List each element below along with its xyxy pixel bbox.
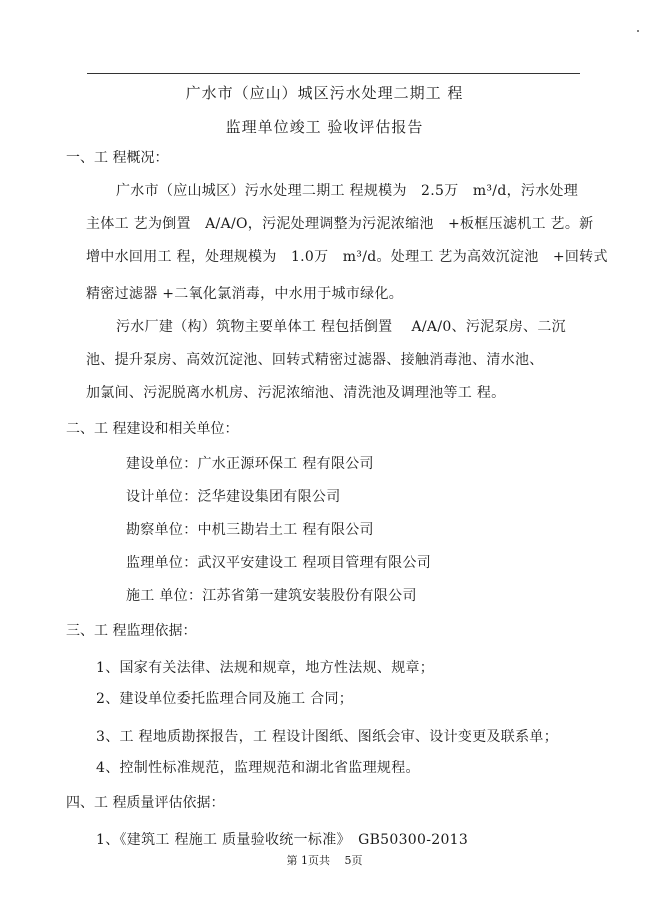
section-heading-units: 二、工 程建设和相关单位： bbox=[66, 421, 239, 437]
overview-line: 主体工 艺为倒置 A/A/O，污泥处理调整为污泥浓缩池 +板框压滤机工 艺。新 bbox=[86, 216, 594, 232]
basis-item: 3、工 程地质勘探报告，工 程设计图纸、图纸会审、设计变更及联系单； bbox=[96, 729, 559, 745]
section-heading-quality: 四、工 程质量评估依据： bbox=[66, 795, 225, 811]
corner-mark bbox=[637, 30, 639, 32]
unit-line: 施工 单位：江苏省第一建筑安装股份有限公司 bbox=[126, 588, 417, 604]
unit-line: 设计单位：泛华建设集团有限公司 bbox=[126, 489, 341, 505]
section-heading-overview: 一、工 程概况： bbox=[66, 150, 169, 166]
unit-line: 建设单位：广水正源环保工 程有限公司 bbox=[126, 456, 374, 472]
quality-item: 1、《建筑工 程施工 质量验收统一标准》 GB50300-2013 bbox=[96, 832, 469, 848]
basis-item: 4、控制性标准规范，监理规范和湖北省监理规程。 bbox=[96, 760, 420, 776]
overview-line: 污水厂建（构）筑物主要单体工 程包括倒置 A/A/0、污泥泵房、二沉 bbox=[116, 319, 566, 335]
overview-line: 增中水回用工 程，处理规模为 1.0万 m³/d。处理工 艺为高效沉淀池 +回转式 bbox=[86, 249, 608, 265]
overview-line: 加氯间、污泥脱离水机房、污泥浓缩池、清洗池及调理池等工 程。 bbox=[86, 385, 506, 401]
overview-line: 广水市（应山城区）污水处理二期工 程规模为 2.5万 m³/d，污水处理 bbox=[116, 183, 579, 199]
header-rule bbox=[87, 73, 580, 74]
overview-line: 精密过滤器 +二氧化氯消毒，中水用于城市绿化。 bbox=[86, 286, 404, 302]
document-subtitle: 监理单位竣工 验收评估报告 bbox=[225, 118, 424, 136]
overview-line: 池、提升泵房、高效沉淀池、回转式精密过滤器、接触消毒池、清水池、 bbox=[86, 352, 544, 368]
page-number: 第 1页共 5页 bbox=[286, 854, 363, 867]
unit-line: 勘察单位：中机三勘岩土工 程有限公司 bbox=[126, 522, 374, 538]
document-title: 广水市（应山）城区污水处理二期工 程 bbox=[185, 84, 464, 102]
basis-item: 2、建设单位委托监理合同及施工 合同； bbox=[96, 691, 354, 707]
unit-line: 监理单位：武汉平安建设工 程项目管理有限公司 bbox=[126, 555, 432, 571]
section-heading-basis: 三、工 程监理依据： bbox=[66, 623, 197, 639]
basis-item: 1、国家有关法律、法规和规章，地方性法规、规章； bbox=[96, 660, 435, 676]
